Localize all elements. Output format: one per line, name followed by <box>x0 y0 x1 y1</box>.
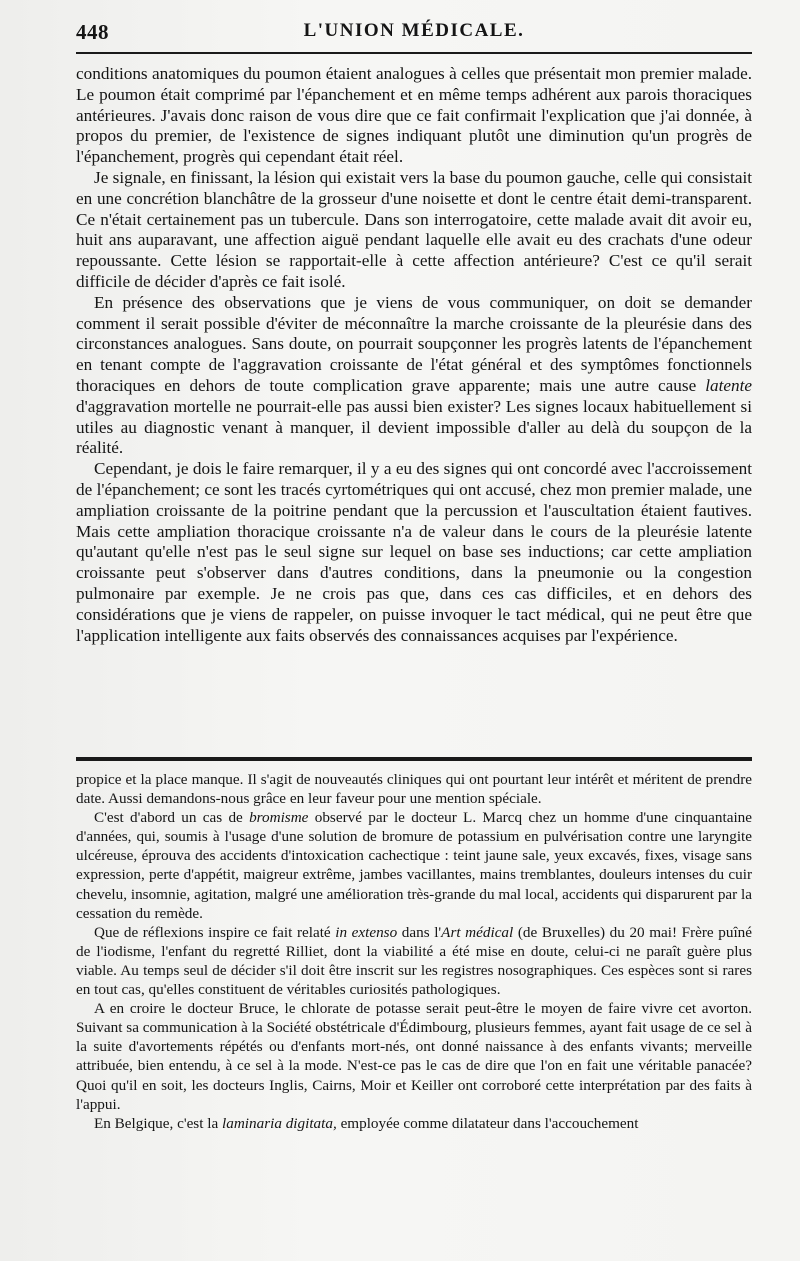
feuilleton-paragraph-5 <box>76 1114 752 1133</box>
feuilleton-paragraph-4: A en croire le docteur Bruce, le chlorate de potasse serait peut-être le moyen de faire vivre cet avorton. Suivant sa communication à la Société obstétricale d'Édimbourg, plusieurs femmes, ayant fait usage de ce sel à la suite d'avortements répétés ou d'enfants mort-nés, ont donné naissance à des enfants vivants; merveille attribuée, bien entendu, à ce sel à la mode. N'est-ce pas le cas de dire que l'on en fait une véritable panacée? Quoi qu'il en soit, les docteurs Inglis, Cairns, Moir et Keiller ont corroboré cette interprétation par des faits à l'appui. <box>76 1000 752 1113</box>
page-number: 448 <box>76 20 109 44</box>
paragraph-3 <box>76 293 752 459</box>
feuilleton-paragraph-3 <box>76 923 752 999</box>
feuilleton-p3-emphasis-2: Art médical <box>441 923 514 941</box>
paragraph-1: conditions anatomiques du poumon étaient analogues à celles que présentait mon premier malade. Le poumon était comprimé par l'épanchement et en même temps adhérent aux parois thoraciques antérieures. J'avais donc raison de vous dire que ce fait confirmait l'explication que j'ai donnée, à propos du premier, de l'existence de signes indiquant plutôt une diminution qu'un progrès de l'épanchement, progrès qui cependant était réel. <box>76 64 752 167</box>
page-header <box>76 14 752 48</box>
feuilleton-p2-text-b: observé par le docteur L. Marcq chez un homme d'une cinquantaine d'années, qui, soumis à l'usage d'une solution de bromure de potassium en pulvérisation contre une laryngite ulcéreuse, éprouva des accidents d'intoxication cachectique : teint jaune sale, yeux excavés, fixes, visage sans expression, perte d'appétit, maigreur extrême, jambes vacillantes, mains tremblantes, douleurs intenses du cuir chevelu, insomnie, agitation, malgré une amélioration très-grande du mal local, accidents qui disparurent par la cessation du remède. <box>76 809 752 922</box>
paragraph-4: Cependant, je dois le faire remarquer, il y a eu des signes qui ont concordé avec l'accroissement de l'épanchement; ce sont les tracés cyrtométriques qui ont accusé, chez mon premier malade, une ampliation croissante de la poitrine pendant que la percussion et l'auscultation étaient fautives. Mais cette ampliation thoracique croissante n'a de valeur dans le cours de la pleurésie latente qu'autant qu'elle n'est pas le seul signe sur lequel on base ses inductions; car cette ampliation croissante peut s'observer dans d'autres conditions, dans la pneumonie ou la congestion pulmonaire par exemple. Je ne crois pas que, dans ces cas difficiles, et en dehors des considérations que je viens de rappeler, on puisse invoquer le tact médical, qui ne peut être que l'application intelligente aux faits observés des connaissances acquises par l'expérience. <box>76 459 752 645</box>
feuilleton-p3-text-a: Que de réflexions inspire ce fait relaté <box>94 923 336 941</box>
feuilleton-separator <box>76 757 752 761</box>
feuilleton-paragraph-2 <box>76 808 752 923</box>
running-title: L'UNION MÉDICALE. <box>303 20 525 41</box>
feuilleton-p5-text-a: En Belgique, c'est la <box>94 1114 222 1132</box>
feuilleton-p2-text-a: C'est d'abord un cas de <box>94 809 250 827</box>
header-rule <box>76 52 752 54</box>
feuilleton-paragraph-1: propice et la place manque. Il s'agit de nouveautés cliniques qui ont pourtant leur intérêt et méritent de prendre date. Aussi demandons-nous grâce en leur faveur pour une mention spéciale. <box>76 771 752 808</box>
main-article <box>76 64 752 646</box>
paragraph-3-text-b: d'aggravation mortelle ne pourrait-elle pas aussi bien exister? Les signes locaux habituellement si utiles au diagnostic venant à manquer, il devient impossible d'aller au delà du soupçon de la réalité. <box>76 396 752 458</box>
feuilleton-section <box>76 770 752 1133</box>
feuilleton-p2-emphasis: bromisme <box>249 809 309 827</box>
paragraph-3-text-a: En présence des observations que je viens de vous communiquer, on doit se demander comment il serait possible d'éviter de méconnaître la marche croissante de la pleurésie dans des circonstances analogues. Sans doute, on pourrait soupçonner les progrès latents de l'épanchement en tenant compte de l'aggravation croissante de l'état général et des symptômes fonctionnels thoraciques en dehors de toute complication grave apparente; mais une autre cause <box>76 292 752 395</box>
feuilleton-p3-text-b: dans l' <box>397 923 442 941</box>
feuilleton-p3-text-c: (de Bruxelles) du 20 mai! Frère puîné de l'iodisme, l'enfant du regretté Rilliet, dont la viabilité a été mise en doute, celui-ci ne paraît guère plus viable. Au temps seul de décider s'il doit être inscrit sur les registres nosographiques. Ces espèces sont si rares en tout cas, qu'elles constituent de véritables curiosités pathologiques. <box>76 923 753 999</box>
feuilleton-p3-emphasis-1: in extenso <box>335 923 398 941</box>
feuilleton-p5-text-b: employée comme dilatateur dans l'accouchement <box>336 1114 639 1132</box>
feuilleton-p5-emphasis: laminaria digitata, <box>222 1114 337 1132</box>
paragraph-2: Je signale, en finissant, la lésion qui existait vers la base du poumon gauche, celle qui consistait en une concrétion blanchâtre de la grosseur d'une noisette et dont le centre était demi-transparent. Ce n'était certainement pas un tubercule. Dans son interrogatoire, cette malade avait dit avoir eu, huit ans auparavant, une affection aiguë pendant laquelle elle avait eu des crachats d'une odeur repoussante. Cette lésion se rapportait-elle à cette affection antérieure? C'est ce qu'il serait difficile de décider d'après ce fait isolé. <box>76 167 752 291</box>
paragraph-3-emphasis: latente <box>705 375 752 395</box>
